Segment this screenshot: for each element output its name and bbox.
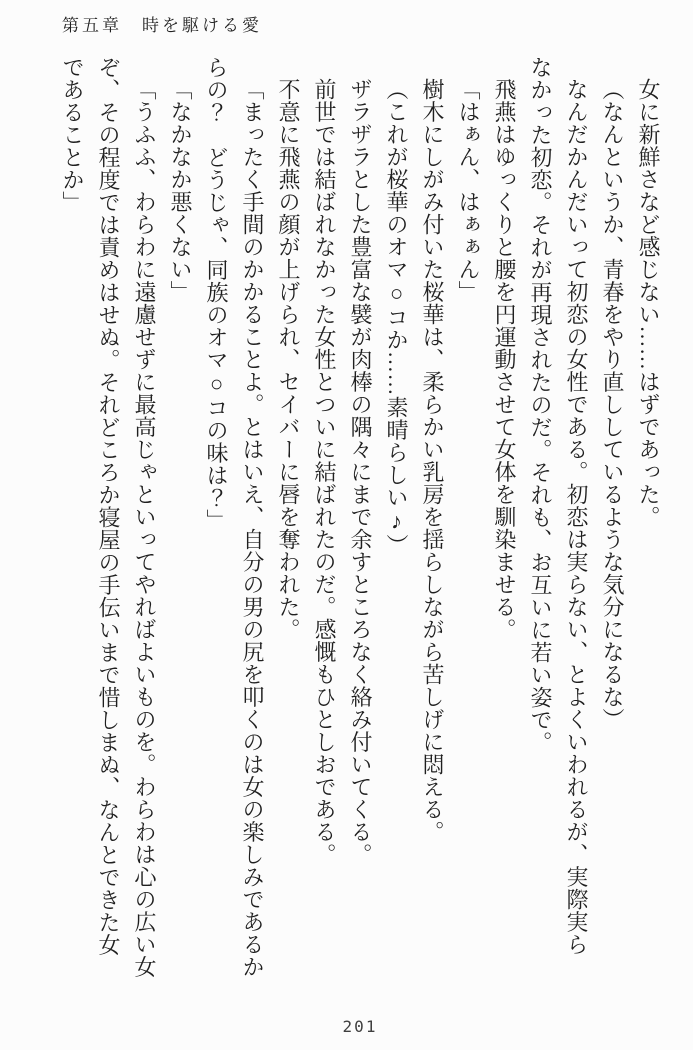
chapter-heading: 第五章 時を駆ける愛 bbox=[62, 16, 262, 35]
text-line: （これが桜華のオマ○コか……素晴らしい♪） bbox=[384, 78, 409, 557]
body-text bbox=[54, 56, 666, 976]
text-line: ザラザラとした豊富な襞が肉棒の隅々にまで余すところなく絡み付いてくる。 bbox=[348, 78, 373, 866]
text-line: なんだかんだいって初恋の女性である。初恋は実らない、とよくいわれるが、実際実ら bbox=[564, 78, 589, 956]
text-line: ぞ、その程度では責めはせぬ。それどころか寝屋の手伝いまで惜しまぬ、なんとできた女 bbox=[96, 56, 121, 956]
text-line: 不意に飛燕の顔が上げられ、セイバーに唇を奪われた。 bbox=[276, 78, 301, 641]
page-number: 201 bbox=[342, 1017, 378, 1036]
text-line: 「なかなか悪くない」 bbox=[168, 78, 193, 303]
text-line: 「うふふ、わらわに遠慮せずに最高じゃといってやればよいものを。わらわは心の広い女 bbox=[132, 78, 157, 978]
text-line: らの？ どうじゃ、同族のオマ○コの味は？」 bbox=[204, 56, 229, 532]
text-line: 「はぁん、はぁぁん」 bbox=[456, 78, 481, 303]
text-line: 「まったく手間のかかることよ。とはいえ、自分の男の尻を叩くのは女の楽しみであるか bbox=[240, 78, 265, 978]
text-line: 女に新鮮さなど感じない……はずであった。 bbox=[636, 78, 661, 528]
text-line: （なんというか、青春をやり直ししているような気分になるな） bbox=[600, 78, 625, 731]
text-line: 前世では結ばれなかった女性とついに結ばれたのだ。感慨もひとしおである。 bbox=[312, 78, 337, 866]
text-line: 飛燕はゆっくりと腰を円運動させて女体を馴染ませる。 bbox=[492, 78, 517, 641]
text-line: であることか」 bbox=[60, 56, 85, 214]
text-line: 樹木にしがみ付いた桜華は、柔らかい乳房を揺らしながら苦しげに悶える。 bbox=[420, 78, 445, 843]
text-line: なかった初恋。それが再現されたのだ。それも、お互いに若い姿で。 bbox=[528, 56, 553, 754]
